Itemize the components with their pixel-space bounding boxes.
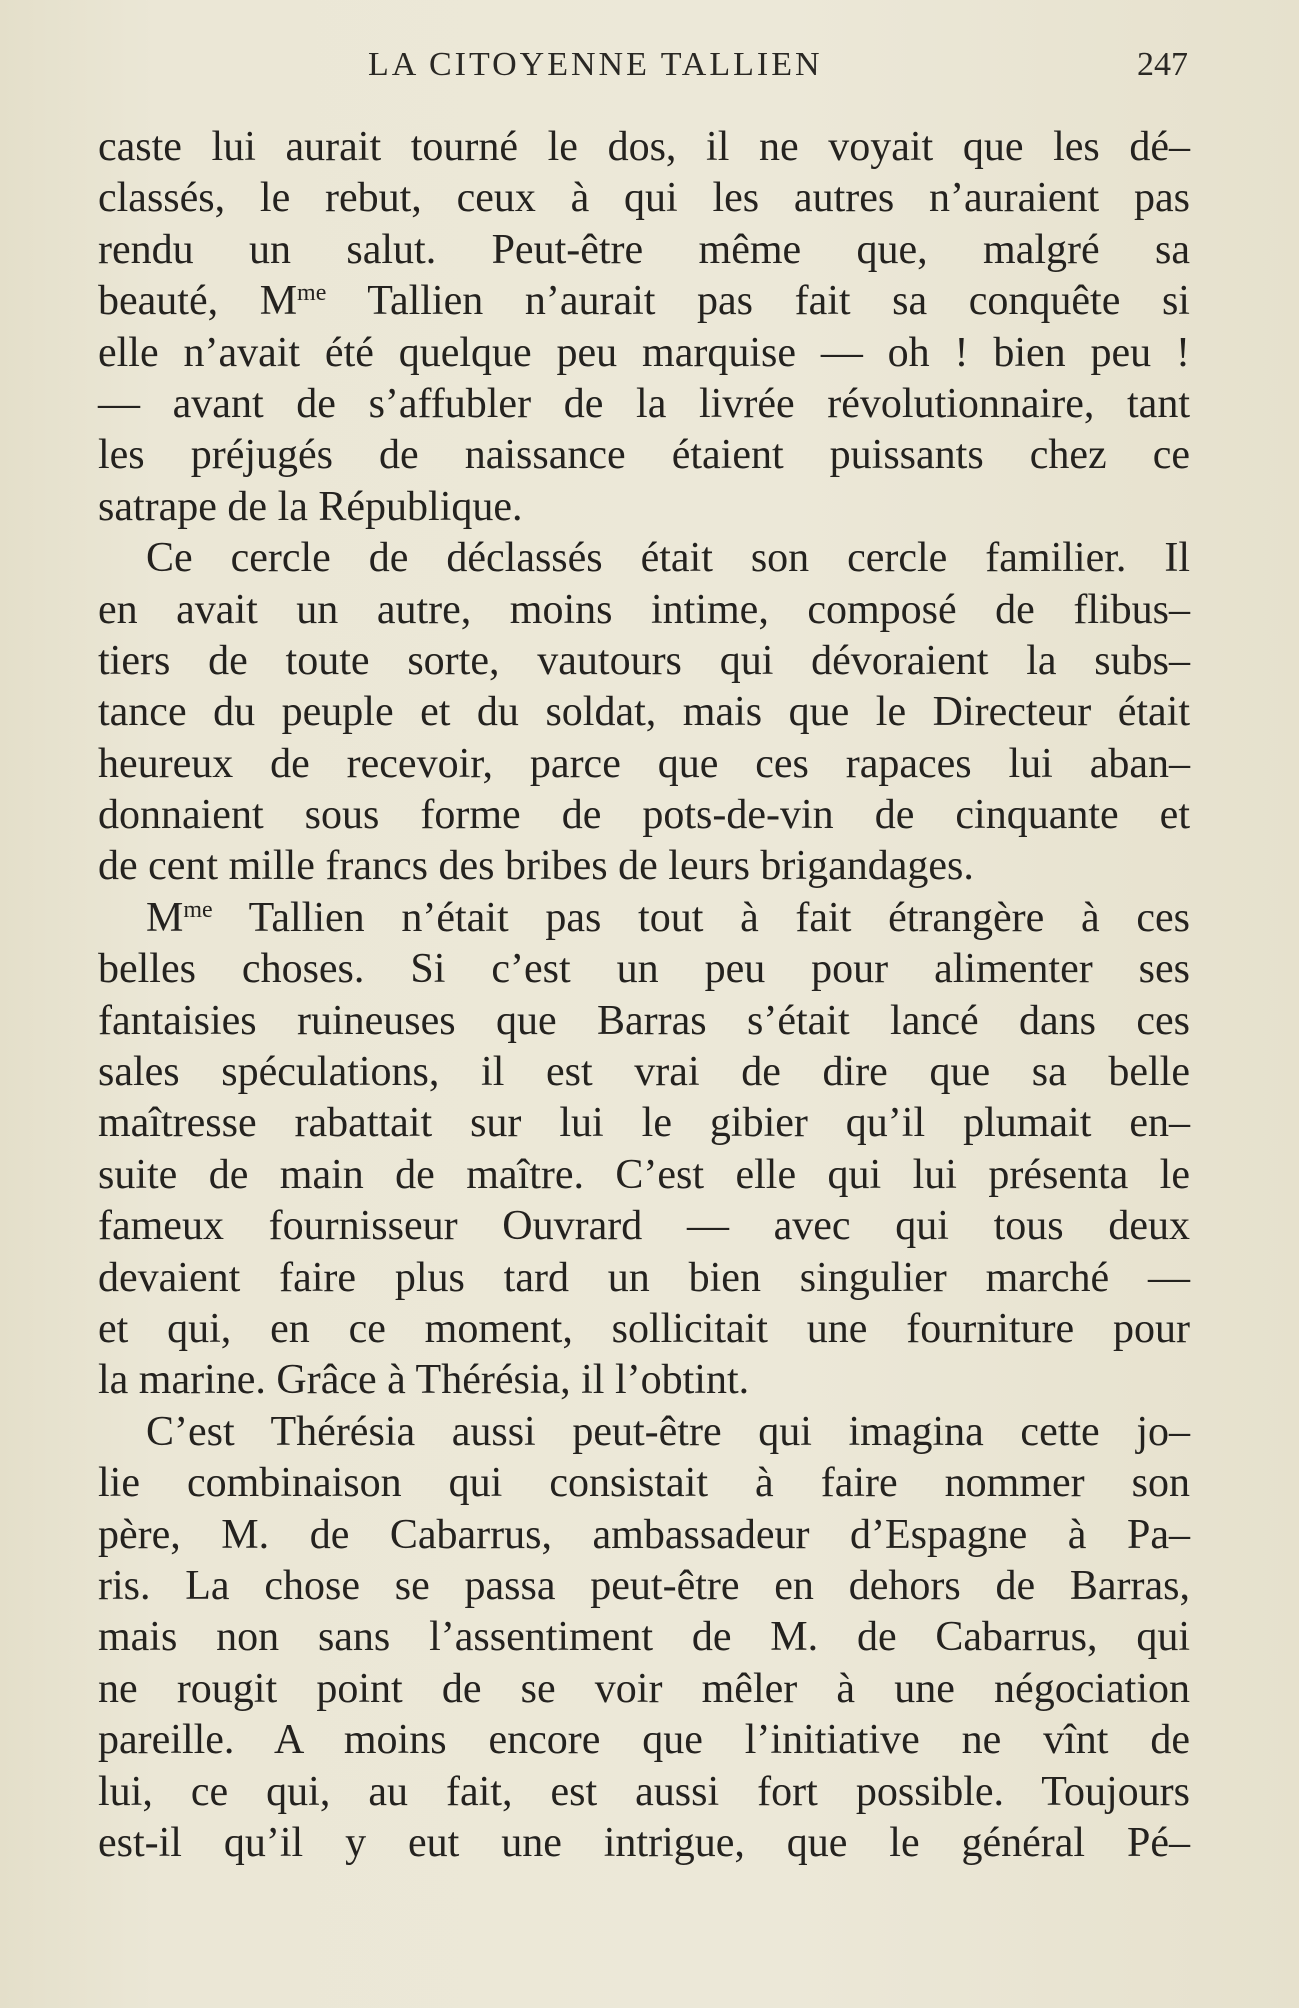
text-line-content: M [146,894,184,941]
text-line [98,636,1190,687]
text-line [98,1664,1190,1715]
text-line [98,1150,1190,1201]
text-line-content: lui, ce qui, au fait, est aussi fort possible. Toujours [98,1768,1190,1815]
text-line [98,276,1190,327]
text-line-content: ne rougit point de se voir mêler à une négociation [98,1665,1190,1712]
text-line [98,841,1190,892]
text-line [98,585,1190,636]
text-line-content: tiers de toute sorte, vautours qui dévoraient la subs– [98,637,1190,684]
text-line [98,482,1190,533]
text-line-content: C’est Thérésia aussi peut-être qui imagina cette jo– [146,1408,1190,1455]
text-line-content: et qui, en ce moment, sollicitait une fourniture pour [98,1305,1190,1352]
text-line [98,533,1190,584]
text-line-content: la marine. Grâce à Thérésia, il l’obtint. [98,1357,750,1404]
text-line-content: maîtresse rabattait sur lui le gibier qu’il plumait en– [98,1100,1190,1147]
superscript-abbrev: me [297,280,327,307]
text-line [98,739,1190,790]
text-line [98,1510,1190,1561]
text-line-content: rendu un salut. Peut-être même que, malgré sa [98,226,1190,273]
page-header [98,46,1188,90]
text-line-content: fantaisies ruineuses que Barras s’était lancé dans ces [98,997,1190,1044]
text-line-content: elle n’avait été quelque peu marquise — oh ! bien peu ! [98,329,1190,376]
text-line-content: tance du peuple et du soldat, mais que le Directeur était [98,689,1190,736]
text-line [98,1818,1190,1869]
text-line [98,1098,1190,1149]
text-line [98,893,1190,944]
text-line [98,996,1190,1047]
text-line-content: lie combinaison qui consistait à faire nommer son [98,1460,1190,1507]
text-line [98,225,1190,276]
text-line [98,1561,1190,1612]
text-line-content: — avant de s’affubler de la livrée révolutionnaire, tant [98,380,1190,427]
text-line-content: heureux de recevoir, parce que ces rapaces lui aban– [98,740,1190,787]
text-line [98,944,1190,995]
text-line-content: classés, le rebut, ceux à qui les autres n’auraient pas [98,175,1190,222]
text-line [98,790,1190,841]
text-line-content: donnaient sous forme de pots-de-vin de cinquante et [98,792,1190,839]
text-line-content: suite de main de maître. C’est elle qui lui présenta le [98,1151,1190,1198]
superscript-abbrev: me [183,896,213,923]
text-line [98,1612,1190,1663]
text-line [98,173,1190,224]
text-line [98,1201,1190,1252]
text-line [98,430,1190,481]
text-line-content: Ce cercle de déclassés était son cercle familier. Il [146,535,1190,582]
text-line [98,1715,1190,1766]
text-line-content: père, M. de Cabarrus, ambassadeur d’Espagne à Pa– [98,1511,1190,1558]
text-line-content: mais non sans l’assentiment de M. de Cabarrus, qui [98,1614,1190,1661]
text-line-content: devaient faire plus tard un bien singulier marché — [98,1254,1190,1301]
text-line-content: de cent mille francs des bribes de leurs brigandages. [98,843,974,890]
page-number: 247 [1137,46,1188,83]
text-line [98,1304,1190,1355]
text-line-content: fameux fournisseur Ouvrard — avec qui tous deux [98,1203,1190,1250]
text-line [98,1047,1190,1098]
text-line [98,328,1190,379]
text-line [98,1767,1190,1818]
text-line [98,1355,1190,1406]
text-line [98,379,1190,430]
text-line-content: ris. La chose se passa peut-être en dehors de Barras, [98,1562,1190,1609]
text-line-content: pareille. A moins encore que l’initiative ne vînt de [98,1717,1190,1764]
text-line-content: Tallien n’aurait pas fait sa conquête si [326,278,1190,325]
text-line-content: sales spéculations, il est vrai de dire que sa belle [98,1049,1190,1096]
text-line-content: en avait un autre, moins intime, composé de flibus– [98,586,1190,633]
text-line [98,122,1190,173]
body-text [98,122,1190,1869]
text-line [98,687,1190,738]
running-title: LA CITOYENNE TALLIEN [368,46,823,83]
text-line-content: Tallien n’était pas tout à fait étrangère à ces [212,894,1190,941]
text-line-content: satrape de la République. [98,483,523,530]
text-line-content: les préjugés de naissance étaient puissants chez ce [98,432,1190,479]
text-line [98,1458,1190,1509]
text-line-content: est-il qu’il y eut une intrigue, que le général Pé– [98,1819,1190,1866]
text-line-content: belles choses. Si c’est un peu pour alimenter ses [98,946,1190,993]
text-line [98,1407,1190,1458]
text-line [98,1253,1190,1304]
text-line-content: beauté, M [98,278,298,325]
text-line-content: caste lui aurait tourné le dos, il ne voyait que les dé– [98,124,1190,170]
